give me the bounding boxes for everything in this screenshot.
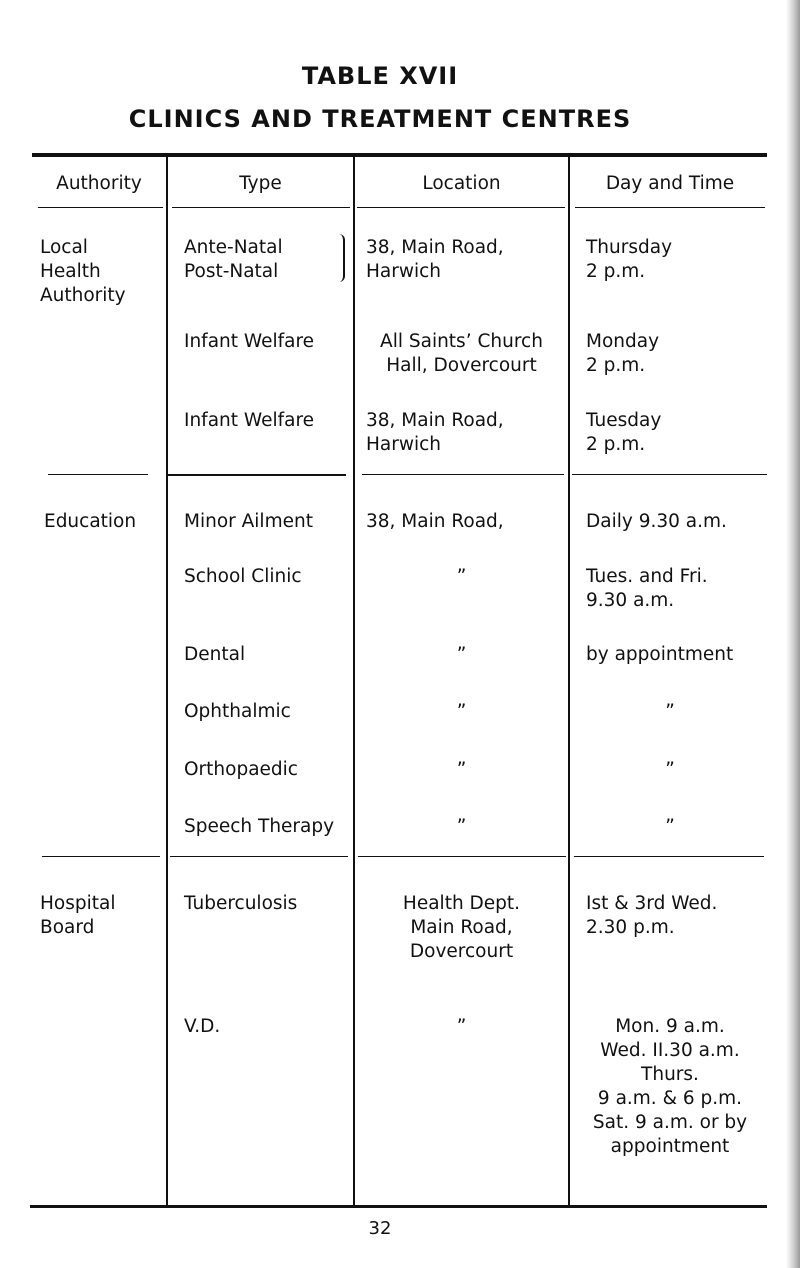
type-antenatal-postnatal: Ante-Natal Post-Natal: [184, 237, 283, 282]
section-rule-2d: [574, 856, 764, 857]
header-daytime: Day and Time: [605, 173, 735, 194]
authority-hospital-board: Hospital Board: [40, 893, 116, 938]
header-type: Type: [239, 173, 282, 194]
authority-local-health: Local Health Authority: [40, 237, 126, 306]
col-divider-1: [166, 155, 168, 1205]
location-row-2: All Saints’ Church Hall, Dovercourt: [380, 331, 543, 376]
type-infant-welfare-1: Infant Welfare: [184, 331, 315, 352]
section-rule-2b: [170, 856, 348, 857]
header-authority: Authority: [56, 173, 142, 194]
bottom-rule: [30, 1205, 767, 1208]
location-row-1: 38, Main Road, Harwich: [366, 237, 504, 282]
page-number: 32: [368, 1218, 392, 1239]
section-rule-1b: [168, 474, 346, 476]
daytime-row-7: ”: [665, 701, 675, 722]
type-orthopaedic: Orthopaedic: [184, 759, 298, 780]
page-edge-shadow: [786, 0, 800, 1268]
type-tuberculosis: Tuberculosis: [184, 893, 298, 914]
header-rule-authority: [38, 207, 163, 208]
type-speech-therapy: Speech Therapy: [184, 816, 335, 837]
section-rule-1d: [572, 474, 767, 475]
location-row-9: ”: [456, 816, 467, 837]
type-vd: V.D.: [184, 1016, 221, 1037]
type-school-clinic: School Clinic: [184, 566, 302, 587]
table-subtitle: CLINICS AND TREATMENT CENTRES: [128, 105, 632, 133]
type-minor-ailment: Minor Ailment: [184, 511, 313, 532]
daytime-row-8: ”: [665, 759, 675, 780]
location-row-10: Health Dept. Main Road, Dovercourt: [402, 893, 521, 962]
daytime-row-3: Tuesday 2 p.m.: [586, 410, 662, 455]
location-row-6: ”: [456, 644, 467, 665]
section-rule-2a: [42, 856, 160, 857]
header-rule-type: [172, 207, 350, 208]
section-rule-1a: [48, 474, 148, 475]
daytime-row-2: Monday 2 p.m.: [586, 331, 660, 376]
location-row-8: ”: [456, 759, 467, 780]
type-infant-welfare-2: Infant Welfare: [184, 410, 315, 431]
col-divider-2: [353, 155, 355, 1205]
authority-education: Education: [44, 511, 137, 532]
top-rule: [32, 153, 767, 157]
daytime-row-4: Daily 9.30 a.m.: [586, 511, 727, 532]
section-rule-2c: [358, 856, 566, 857]
daytime-row-5: Tues. and Fri. 9.30 a.m.: [586, 566, 708, 611]
daytime-row-9: ”: [665, 816, 675, 837]
header-location: Location: [422, 173, 501, 194]
section-rule-1c: [362, 474, 564, 475]
location-row-5: ”: [456, 566, 467, 587]
header-rule-location: [357, 207, 565, 208]
daytime-row-11: Mon. 9 a.m. Wed. II.30 a.m. Thurs. 9 a.m. & 6 p.m. Sat. 9 a.m. or by appointment: [592, 1016, 748, 1157]
location-row-11: ”: [456, 1016, 467, 1037]
daytime-row-1: Thursday 2 p.m.: [586, 237, 673, 282]
type-ophthalmic: Ophthalmic: [184, 701, 291, 722]
daytime-row-6: by appointment: [586, 644, 734, 665]
table-title: TABLE XVII: [301, 62, 459, 90]
location-row-7: ”: [456, 701, 467, 722]
type-dental: Dental: [184, 644, 246, 665]
location-row-3: 38, Main Road, Harwich: [366, 410, 504, 455]
brace-antenatal: [337, 234, 345, 282]
header-rule-daytime: [575, 207, 765, 208]
location-row-4: 38, Main Road,: [366, 511, 504, 532]
daytime-row-10: Ist & 3rd Wed. 2.30 p.m.: [586, 893, 718, 938]
